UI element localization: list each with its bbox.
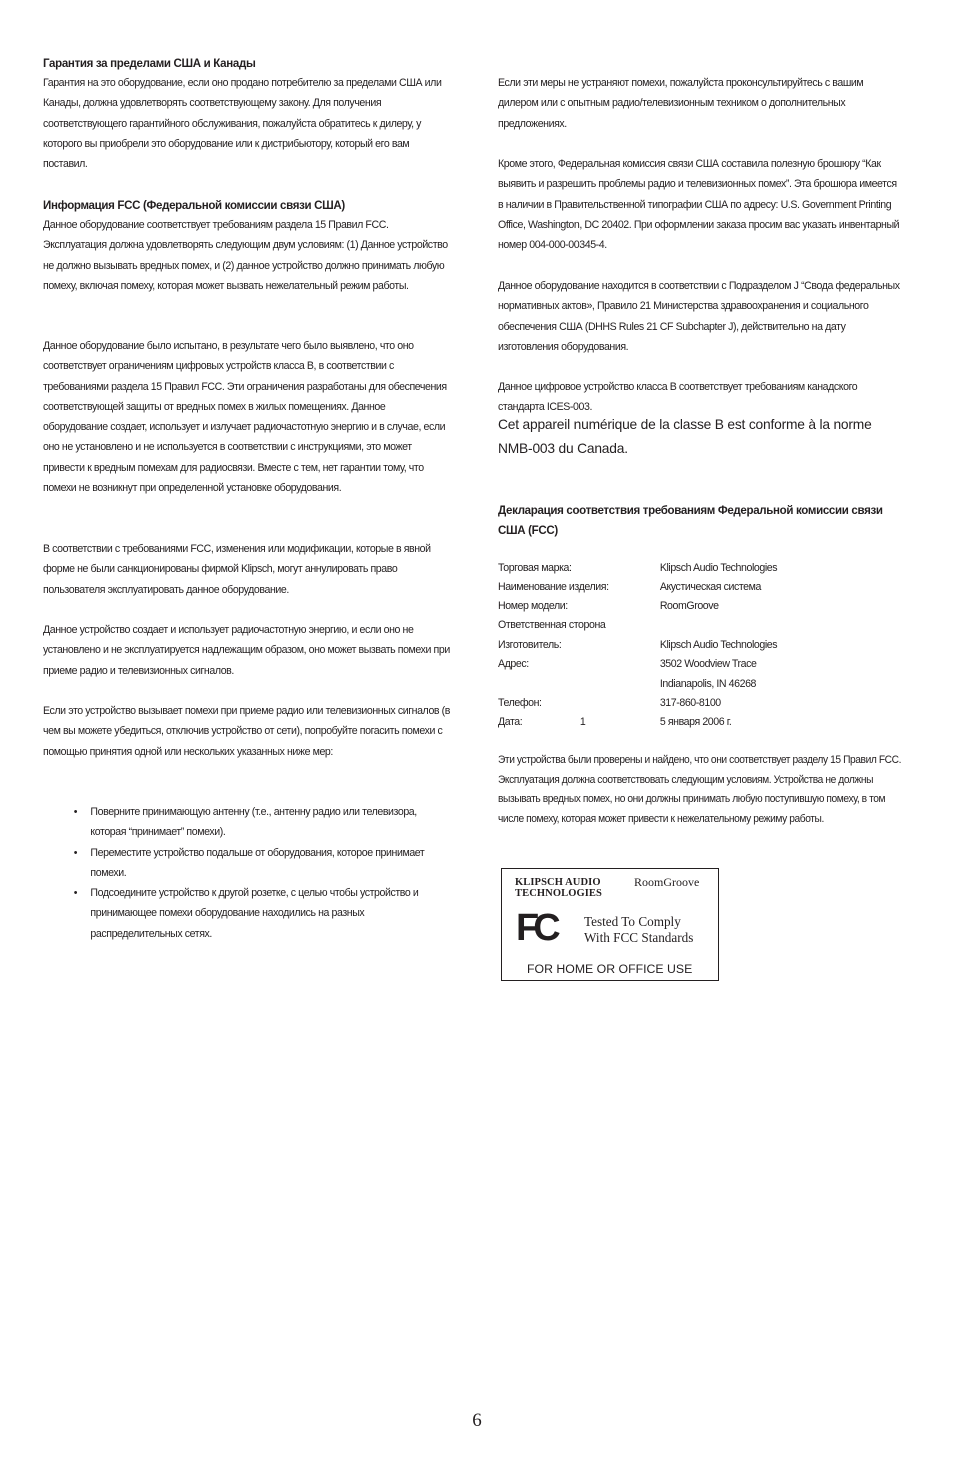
row-value: Акустическая система bbox=[659, 581, 761, 593]
label-brand-line-1: KLIPSCH AUDIO bbox=[515, 877, 601, 888]
table-row bbox=[498, 558, 889, 577]
row-value: 317-860-8100 bbox=[659, 697, 721, 709]
row-value: Klipsch Audio Technologies bbox=[659, 639, 778, 651]
right-paragraph-3: Данное оборудование находится в соответствии с Подразделом J “Свода федеральных нормативных актов», Правило 21 Министерства здравоохранения и социального обеспечения США (DHHS Rules 21 CF Subchapter J), действительно на дату изготовления оборудования. bbox=[498, 280, 900, 353]
fcc-paragraph-5: Если это устройство вызывает помехи при приеме радио или телевизионных сигналов (в чем вы можете убедиться, отключив устройство от сети), попробуйте погасить помехи с помощью принятия одной или нескольких указанных ниже мер: bbox=[43, 705, 450, 758]
row-label: Наименование изделия: bbox=[498, 581, 609, 593]
row-label: Номер модели: bbox=[498, 600, 568, 612]
list-item-text: Подсоедините устройство к другой розетке, с целью чтобы устройство и принимающее помехи оборудование находились на разных распределительных сетях. bbox=[90, 887, 419, 940]
label-footer: FOR HOME OR OFFICE USE bbox=[527, 962, 693, 976]
table-row bbox=[498, 712, 889, 731]
row-value: 5 января 2006 г. bbox=[659, 716, 732, 728]
label-tested bbox=[584, 914, 693, 946]
fcc-logo-icon bbox=[516, 908, 555, 948]
row-label: Ответственная сторона bbox=[498, 619, 606, 631]
fcc-logo-text: FC bbox=[516, 907, 555, 949]
label-brand bbox=[515, 877, 602, 899]
label-model: RoomGroove bbox=[634, 875, 700, 889]
list-item bbox=[43, 883, 452, 944]
canada-english-text: Данное цифровое устройство класса B соответствует требованиям канадского стандарта ICES-003. bbox=[498, 381, 858, 414]
bullet-icon: • bbox=[73, 887, 77, 900]
row-label: Адрес: bbox=[498, 658, 529, 670]
warranty-heading: Гарантия за пределами США и Канады bbox=[43, 56, 256, 70]
list-item-text: Переместите устройство подальше от оборудования, которое принимает помехи. bbox=[90, 846, 425, 879]
row-label: Телефон: bbox=[498, 697, 542, 709]
row-value: RoomGroove bbox=[659, 600, 719, 612]
row-label: Торговая марка: bbox=[498, 562, 572, 574]
table-row bbox=[498, 635, 889, 654]
declaration-text: Эти устройства были проверены и найдено, что они соответствует разделу 15 Правил FCC. Эксплуатация должна соответствовать следующим условиям. Устройства не должны вызывать вредных помех, но они должны принимать любую поступившую помеху, в том числе помеху, которая может привести к нежелательному режиму работы. bbox=[498, 754, 902, 825]
fcc-paragraph-2: Данное оборудование было испытано, в результате чего было выявлено, что оно соответствует ограничениям цифровых устройств класса B, в соответствии с требованиями раздела 15 Правил FCC. Эти ограничения разработаны для обеспечения соответствующей защиты от вредных помех в жилых помещениях. Данное оборудование создает, использует и излучает радиочастотную энергию и в случае, если оно не установлено и не используется в соответствии с инструкциями, это может привести к вредным помехам для радиосвязи. Вместе с тем, нет гарантии тому, что помехи не возникнут при определенной установке оборудования. bbox=[43, 340, 447, 495]
table-row bbox=[498, 577, 889, 596]
row-label: Изготовитель: bbox=[498, 639, 562, 651]
table-row bbox=[498, 674, 889, 693]
table-row bbox=[498, 693, 889, 712]
label-brand-line-2: TECHNOLOGIES bbox=[515, 888, 602, 899]
row-value: Indianapolis, IN 46268 bbox=[659, 678, 757, 690]
warranty-text: Гарантия на это оборудование, если оно продано потребителю за пределами США или Канады, должна удовлетворять соответствующему закону. Для получения соответствующего гарантийного обслуживания, пожалуйста обратитесь к дилеру, у которого вы приобрели это оборудование или к дистрибьютору, который его вам поставил. bbox=[43, 77, 442, 171]
list-item bbox=[43, 802, 452, 843]
page-number: 6 bbox=[472, 1410, 482, 1431]
label-tested-line-1: Tested To Comply bbox=[584, 914, 681, 929]
fcc-compliance-label bbox=[501, 868, 719, 981]
right-paragraph-2: Кроме этого, Федеральная комиссия связи США составила полезную брошюру “Как выявить и разрешить проблемы радио и телевизионных помех”. Эта брошюра имеется в наличии в Правительственной типографии США по адресу: U.S. Government Printing Office, Washington, DC 20402. При оформлении заказа просим вас указать инвентарный номер 004-000-00345-4. bbox=[498, 158, 900, 252]
table-row bbox=[498, 654, 889, 673]
fcc-paragraph-1: Данное оборудование соответствует требованиям раздела 15 Правил FCC. Эксплуатация должна удовлетворять следующим двум условиям: (1) Данное устройство не должно вызывать вредных помех, и (2) данное устройство должно принимать любую помеху, включая помеху, которая может вызвать нежелательный режим работы. bbox=[43, 219, 448, 292]
fcc-paragraph-4: Данное устройство создает и использует радиочастотную энергию, и если оно не установлено и не эксплуатируется надлежащим образом, оно может вызвать помехи при приеме радио и телевизионных сигналов. bbox=[43, 624, 450, 677]
declaration-heading: Декларация соответствия требованиям Федеральной комиссии связи США (FCC) bbox=[498, 503, 883, 538]
remedy-list bbox=[43, 802, 452, 944]
row-label: Дата: bbox=[498, 716, 523, 728]
table-row bbox=[498, 615, 889, 634]
row-num: 1 bbox=[579, 716, 586, 728]
table-row bbox=[498, 596, 889, 615]
fcc-paragraph-3: В соответствии с требованиями FCC, изменения или модификации, которые в явной форме не были санкционированы фирмой Klipsch, могут аннулировать право пользователя эксплуатировать данное оборудование. bbox=[43, 543, 431, 596]
canada-french-text: Cet appareil numérique de la classe B est conforme à la norme NMB-003 du Canada. bbox=[498, 417, 872, 456]
list-item-text: Поверните принимающую антенну (т.е., антенну радио или телевизора, которая “принимает” помехи). bbox=[90, 806, 417, 839]
declaration-table bbox=[498, 558, 903, 738]
right-paragraph-1: Если эти меры не устраняют помехи, пожалуйста проконсультируйтесь с вашим дилером или с опытным радио/телевизионным техником о дополнительных предложениях. bbox=[498, 77, 864, 130]
list-item bbox=[43, 843, 452, 884]
bullet-icon: • bbox=[73, 806, 77, 818]
row-value: 3502 Woodview Trace bbox=[659, 658, 757, 670]
row-value: Klipsch Audio Technologies bbox=[659, 562, 778, 574]
fcc-info-heading: Информация FCC (Федеральной комиссии связи США) bbox=[43, 198, 345, 212]
label-tested-line-2: With FCC Standards bbox=[584, 930, 694, 945]
bullet-icon: • bbox=[73, 846, 77, 859]
